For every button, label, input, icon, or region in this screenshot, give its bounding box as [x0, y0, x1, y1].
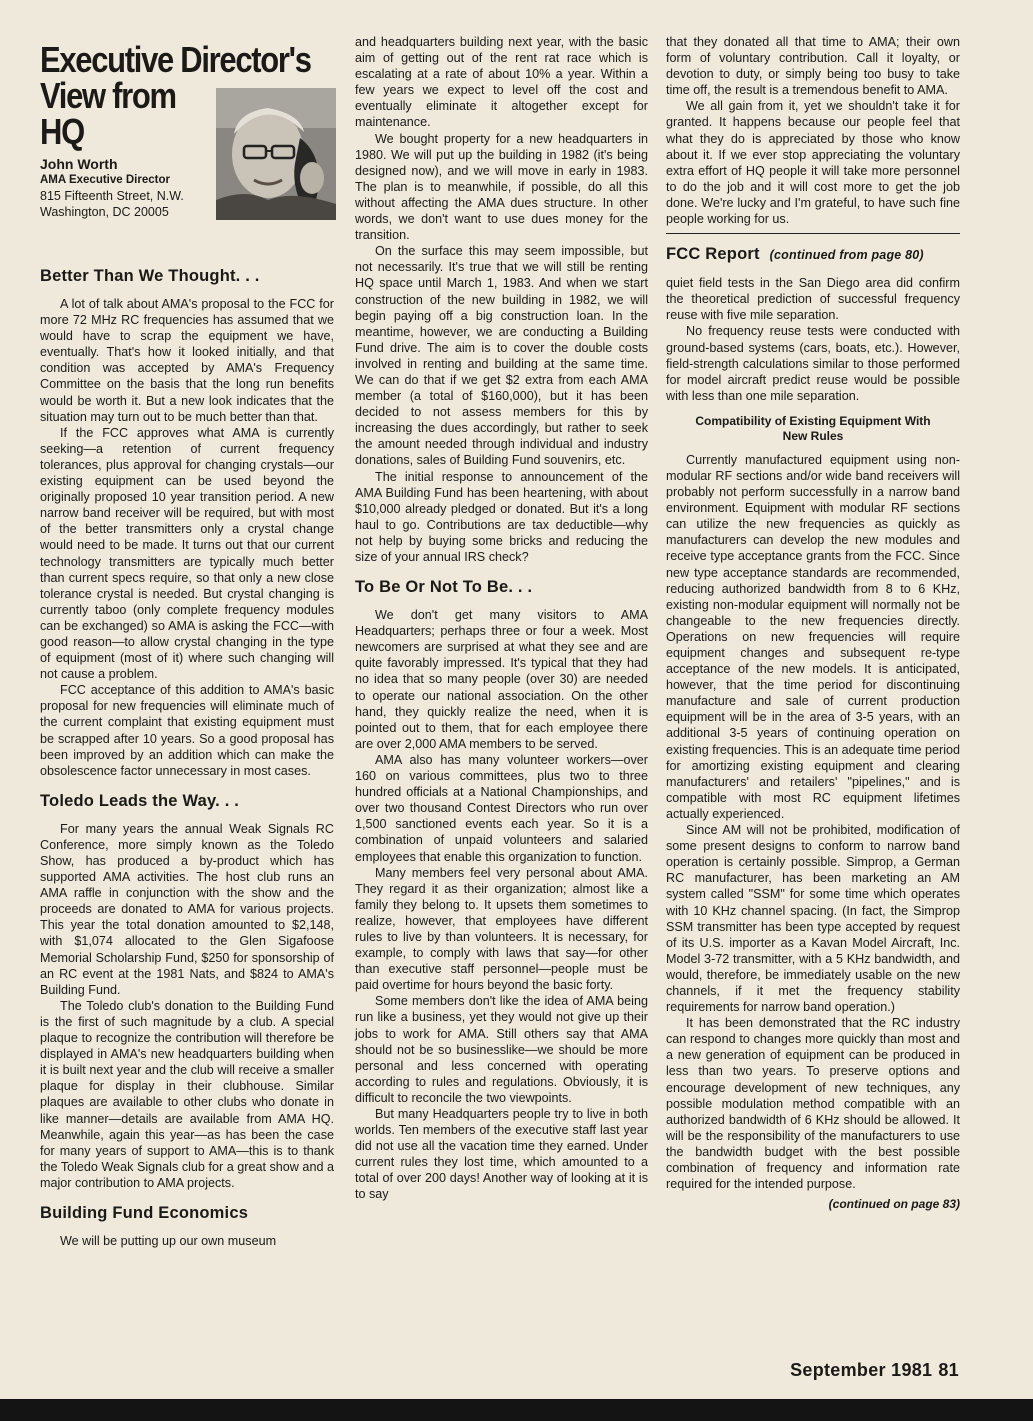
heading-building-fund-economics: Building Fund Economics	[40, 1203, 249, 1222]
paragraph: Currently manufactured equipment using non-modular RF sections and/or wide band receivers will probably not perform successfully in a narrow band environment. Equipment with modular RF sections can utilize the new frequencies as quickly as manufacturers can develop the new modules and receive type acceptance grants from the FCC. Since new type acceptance standards are recommended, reducing authorized bandwidth from 8 to 6 KHz, existing non-modular equipment will normally not be changeable to the new frequencies directly. Operations on new frequencies will require equipment changes and subsequent re-type acceptance of the new models. It is anticipated, however, that the time period for discontinuing manufacture and sale of current production equipment will be in the area of 3-5 years, with an additional 3-5 years of continuing operation on existing frequencies. This is an adequate time period for amortizing existing equipment and clearing manufacturers' and retailers' "pipelines," and is compatible with most RC equipment lifetimes actually experienced.	[666, 452, 960, 821]
author-name: John Worth	[40, 156, 118, 172]
subheading-line-2: New Rules	[782, 428, 844, 443]
column-3	[666, 34, 960, 1212]
fcc-report-title: FCC Report	[666, 245, 760, 264]
heading-better-than-we-thought: Better Than We Thought. . .	[40, 267, 260, 285]
continued-from-note: (continued from page 80)	[769, 248, 924, 263]
address-line-2: Washington, DC 20005	[40, 205, 169, 219]
paragraph: On the surface this may seem impossible, but not necessarily. It's true that we will still be renting HQ space until March 1, 1983. And when we start construction of the new building in 1982, we will begin paying off a big construction loan. In the meantime, however, we are conducting a Building Fund drive. The aim is to cover the double costs involved in renting and building at the same time. We can do that if we get $2 extra from each AMA member (a total of $160,000), but it has been decided to not assess members for this by increasing the dues accordingly, but rather to seek the amount needed through individual and industry donations, sales of Building Fund souvenirs, etc.	[355, 244, 648, 468]
author-photo	[216, 88, 336, 220]
scan-edge	[0, 1399, 1033, 1421]
title-line-1: Executive Director's	[40, 39, 311, 80]
heading-fcc-report	[666, 244, 960, 265]
title-line-2: View from	[40, 75, 176, 116]
paragraph: No frequency reuse tests were conducted with ground-based systems (cars, boats, etc.). However, field-strength calculations similar to those performed for model aircraft predict reuse would be possible with less than one mile separation.	[666, 324, 960, 403]
title-line-3: HQ	[40, 111, 84, 152]
paragraph: We don't get many visitors to AMA Headquarters; perhaps three or four a week. Most newcomers are surprised at what they see and are quite favorably impressed. It's typical that they had no idea that so many people (over 30) are needed to operate our national association. On the other hand, they quickly realize the need, when it is pointed out to them, that for each employee there are over 2,000 AMA members to be served.	[355, 608, 648, 751]
paragraph: and headquarters building next year, with the basic aim of getting out of the rent rat race which is escalating at a rate of about 10% a year. Within a few years we expect to level off the cost and eventually eliminate it altogether except for maintenance.	[355, 35, 648, 130]
paragraph: quiet field tests in the San Diego area did confirm the theoretical prediction of successful frequency reuse with five mile separation.	[666, 276, 960, 323]
paragraph: If the FCC approves what AMA is currently seeking—a retention of current frequency tolerances, plus approval for changing crystals—our existing equipment can be used beyond the originally proposed 10 year transition period. A new narrow band receiver will be required, but with most of the better transmitters only a crystal change would need to be made. It turns out that our current technology transmitters are typically much better than current specs require, so that only a new close tolerance crystal is needed. But crystal changing is currently taboo (only complete frequency modules can be exchanged) so AMA is asking the FCC—with good reason—to allow crystal changing in the type of equipment (most of it) where such changing will not cause a problem.	[40, 425, 334, 682]
paragraph: We all gain from it, yet we shouldn't take it for granted. It happens because our people feel that what they do is appreciated by those who know about it. If we ever stop appreciating the voluntary extra effort of HQ people it will take more personnel to do the job and it will cost more to get the job done. We're lucky and I'm grateful, to have such fine people working for us.	[666, 99, 960, 227]
author-role: AMA Executive Director	[40, 174, 170, 186]
column-1	[40, 34, 334, 1249]
paragraph: Since AM will not be prohibited, modification of some present designs to conform to narrow band operation is certainly possible. Simprop, a German RC manufacturer, has been marketing an AM system called "SSM" for some time which operates with 10 KHz channel spacing. (In fact, the Simprop SSM transmitter has been type accepted by request of its U.S. importer as a Kavan Model Aircraft, Inc. Model 3-72 transmitter, with a 5 KHz bandwidth, and would, therefore, be immediately usable on the new channels, if it met the frequency stability requirements for narrow band operation.)	[666, 823, 960, 1015]
heading-toledo-leads-the-way: Toledo Leads the Way. . .	[40, 791, 240, 810]
paragraph: We will be putting up our own museum	[60, 1233, 277, 1248]
column-2	[355, 34, 648, 1203]
page-number: 81	[938, 1360, 959, 1380]
paragraph: Many members feel very personal about AMA. They regard it as their organization; almost like a family they belong to. It upsets them sometimes to realize, however, that employees have different rules to live by than volunteers. It is necessary, for example, to comply with laws that say—for other than executive staff personnel—people must be paid overtime for hours beyond the basic forty.	[355, 865, 648, 993]
paragraph: A lot of talk about AMA's proposal to the FCC for more 72 MHz RC frequencies has assumed that we would have to scrap the equipment we have, eventually. That's how it looked initially, and that condition was accepted by AMA's Frequency Committee on the basis that the long run benefits would be worth it. But a new look indicates that the situation may turn out to be much better than that.	[40, 297, 334, 424]
page-footer	[790, 1360, 959, 1381]
paragraph: FCC acceptance of this addition to AMA's basic proposal for new frequencies will eliminate much of the current complaint that existing equipment must be scrapped after 10 years. So a good proposal has been improved by an addition which can make the obsolescence factor unnecessary in most cases.	[40, 683, 334, 778]
continued-on-note: (continued on page 83)	[828, 1197, 960, 1212]
subheading-compatibility	[666, 414, 960, 444]
paragraph: The initial response to announcement of the AMA Building Fund has been heartening, with about $10,000 already pledged or donated. But it's a long haul to go. Contributions are tax deductible—why not help by buying some bricks and reducing the size of your annual IRS check?	[355, 469, 648, 564]
subheading-line-1: Compatibility of Existing Equipment With	[695, 413, 931, 428]
paragraph: that they donated all that time to AMA; their own form of voluntary contribution. Call it loyalty, or devotion to duty, or simply being too busy to take time off, the result is a tremendous benefit to AMA.	[666, 35, 960, 98]
paragraph: We bought property for a new headquarters in 1980. We will put up the building in 1982 (it's being designed now), and we will move in early in 1983. The plan is to meanwhile, if possible, do all this without affecting the AMA dues structure. In other words, we don't want to use dues money for the transition.	[355, 131, 648, 243]
paragraph: For many years the annual Weak Signals RC Conference, more simply known as the Toledo Show, has produced a by-product which has supported AMA activities. The host club runs an AMA raffle in conjunction with the show and the proceeds are donated to AMA for various projects. This year the total donation amounted to $2,148, with $1,074 allocated to the Glen Sigafoose Memorial Scholarship Fund, $250 for sponsorship of an RC event at the 1981 Nats, and $824 to AMA's Building Fund.	[40, 821, 334, 997]
address-line-1: 815 Fifteenth Street, N.W.	[40, 189, 184, 203]
paragraph: It has been demonstrated that the RC industry can respond to changes more quickly than most and a new generation of equipment can be produced in less than two years. To preserve options and encourage development of new techniques, any possible modulation method compatible with an authorized bandwidth of 6 KHz should be allowed. It will be the responsibility of the manufacturers to use the bandwidth budget with the best possible combination of frequency and information rate required for the intended purpose.	[666, 1016, 960, 1192]
section-divider	[666, 233, 960, 234]
paragraph: But many Headquarters people try to live in both worlds. Ten members of the executive staff last year did not use all the vacation time they earned. Under current rules they lost time, which amounted to a total of over 200 days! Another way of looking at it is to say	[355, 1107, 648, 1202]
paragraph: Some members don't like the idea of AMA being run like a business, yet they would not give up their jobs to work for AMA. Still others say that AMA should not be so businesslike—we should be more personal and less concerned with operating according to rules and regulations. Obviously, it is difficult to reconcile the two viewpoints.	[355, 994, 648, 1105]
paragraph: AMA also has many volunteer workers—over 160 on various committees, plus two to three hundred officials at a National Championships, and over two thousand Contest Directors who run over 1,500 sanctioned events each year. So it is a combination of unpaid volunteers and salaried employees that enable this organization to function.	[355, 752, 648, 864]
paragraph: The Toledo club's donation to the Building Fund is the first of such magnitude by a club. A special plaque to recognize the contribution will therefore be displayed in AMA's new headquarters building when it is built next year and the club will receive a smaller plaque for display in their clubhouse. Similar plaques are available to other clubs who donate in like manner—details are available from AMA HQ. Meanwhile, again this year—as has been the case for many years of support to AMA—this is to thank the Toledo Weak Signals club for a great show and a major contribution to AMA projects.	[40, 998, 334, 1190]
heading-to-be-or-not-to-be: To Be Or Not To Be. . .	[355, 578, 533, 597]
issue-date: September 1981	[790, 1360, 933, 1380]
